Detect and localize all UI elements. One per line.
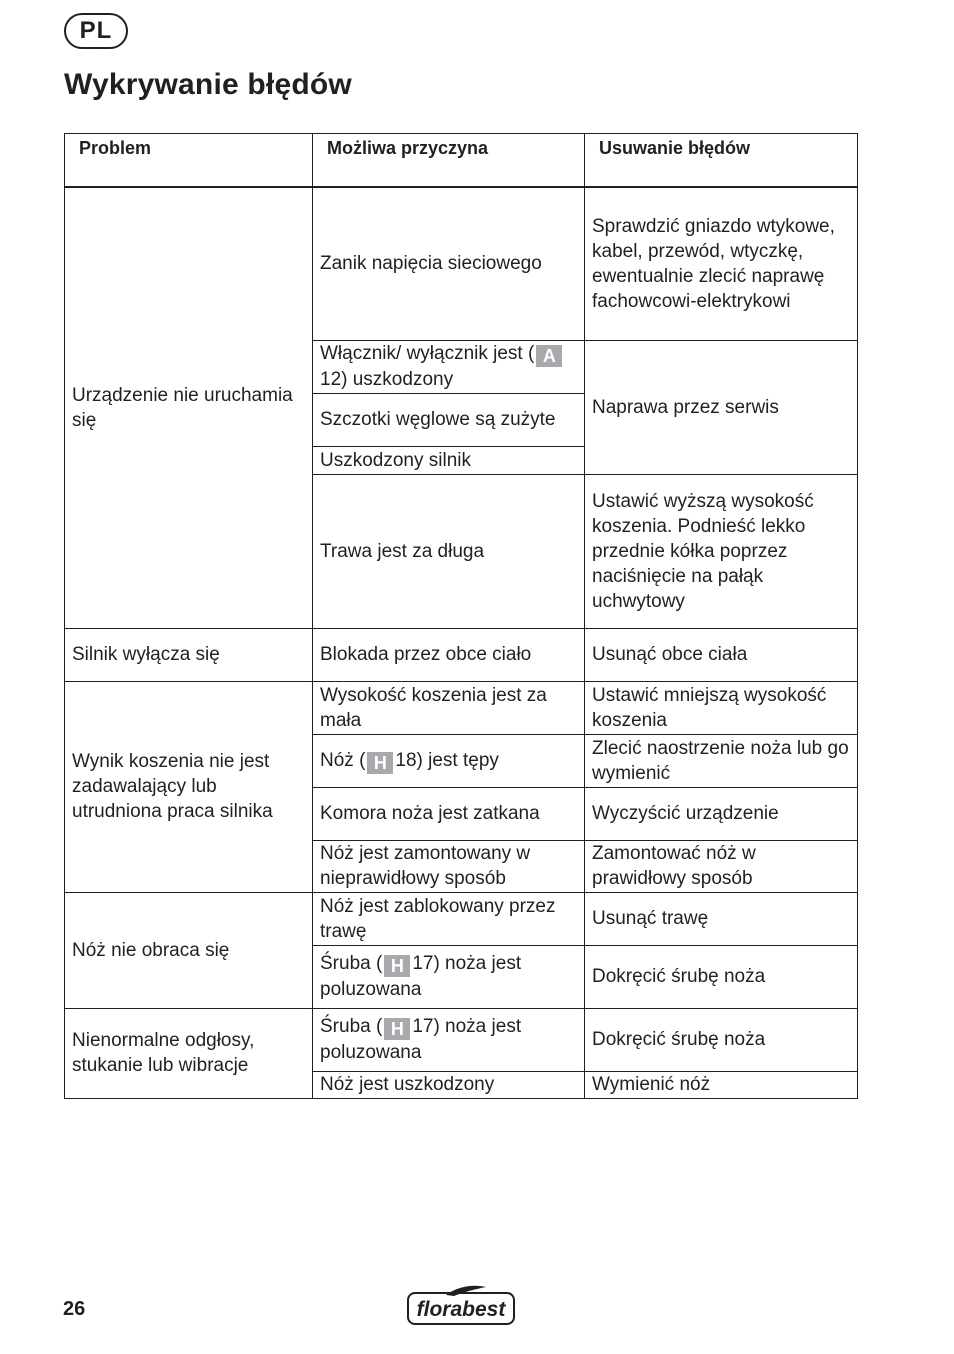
cause-cell: Komora noża jest zatkana [313,787,585,840]
header-cause: Możliwa przyczyna [313,134,585,188]
cause-text: Śruba ( [320,953,383,974]
cause-cell [313,1008,585,1071]
remedy-cell: Zamontować nóż w prawidłowy sposób [585,840,858,892]
page-number: 26 [63,1298,86,1320]
table-header-row [65,134,858,188]
remedy-cell: Sprawdzić gniazdo wtykowe, kabel, przewód, wtyczkę, ewentualnie zlecić naprawę fachowcowi-elektrykowi [585,187,858,340]
remedy-cell: Wymienić nóż [585,1071,858,1098]
problem-cell: Nienormalne odgłosy, stukanie lub wibracje [65,1008,313,1098]
cause-text: 17) noża jest poluzowana [320,953,522,1000]
svg-text:florabest: florabest [416,1298,506,1321]
remedy-cell: Dokręcić śrubę noża [585,1008,858,1071]
table-row [65,681,858,734]
cause-cell: Szczotki węglowe są zużyte [313,393,585,446]
cause-text: 17) noża jest poluzowana [320,1016,522,1063]
remedy-cell: Ustawić wyższą wysokość koszenia. Podnieść lekko przednie kółka poprzez naciśnięcie na pałąk uchwytowy [585,474,858,628]
troubleshooting-table [64,133,858,1099]
cause-cell [313,945,585,1008]
remedy-cell: Wyczyścić urządzenie [585,787,858,840]
table-row [65,892,858,945]
cause-cell: Wysokość koszenia jest za mała [313,681,585,734]
page-title: Wykrywanie błędów [64,68,352,101]
remedy-cell: Dokręcić śrubę noża [585,945,858,1008]
header-remedy: Usuwanie błędów [585,134,858,188]
table-row [65,628,858,681]
cause-cell: Nóż jest zablokowany przez trawę [313,892,585,945]
cause-text: 12) uszkodzony [320,369,454,390]
cause-cell [313,734,585,787]
cause-cell [313,340,585,393]
figure-badge: H [384,955,410,977]
cause-cell: Blokada przez obce ciało [313,628,585,681]
cause-cell: Nóż jest uszkodzony [313,1071,585,1098]
figure-badge: A [536,345,562,367]
remedy-cell: Zlecić naostrzenie noża lub go wymienić [585,734,858,787]
cause-cell: Uszkodzony silnik [313,446,585,474]
table-row [65,1008,858,1071]
florabest-logo [406,1284,516,1326]
problem-cell: Wynik koszenia nie jest zadawalający lub utrudniona praca silnika [65,681,313,892]
problem-cell: Nóż nie obraca się [65,892,313,1008]
table-row [65,187,858,340]
figure-badge: H [367,752,393,774]
figure-badge: H [384,1018,410,1040]
remedy-cell: Naprawa przez serwis [585,340,858,474]
header-problem: Problem [65,134,313,188]
language-badge: PL [64,13,128,49]
remedy-cell: Usunąć trawę [585,892,858,945]
cause-cell: Nóż jest zamontowany w nieprawidłowy sposób [313,840,585,892]
remedy-cell: Usunąć obce ciała [585,628,858,681]
remedy-cell: Ustawić mniejszą wysokość koszenia [585,681,858,734]
cause-text: Nóż ( [320,749,366,771]
cause-text: Śruba ( [320,1016,383,1037]
problem-cell: Silnik wyłącza się [65,628,313,681]
cause-text: Włącznik/ wyłącznik jest ( [320,343,535,364]
cause-cell: Trawa jest za długa [313,474,585,628]
cause-cell: Zanik napięcia sieciowego [313,187,585,340]
cause-text: 18) jest tępy [395,749,499,771]
problem-cell: Urządzenie nie uruchamia się [65,187,313,628]
